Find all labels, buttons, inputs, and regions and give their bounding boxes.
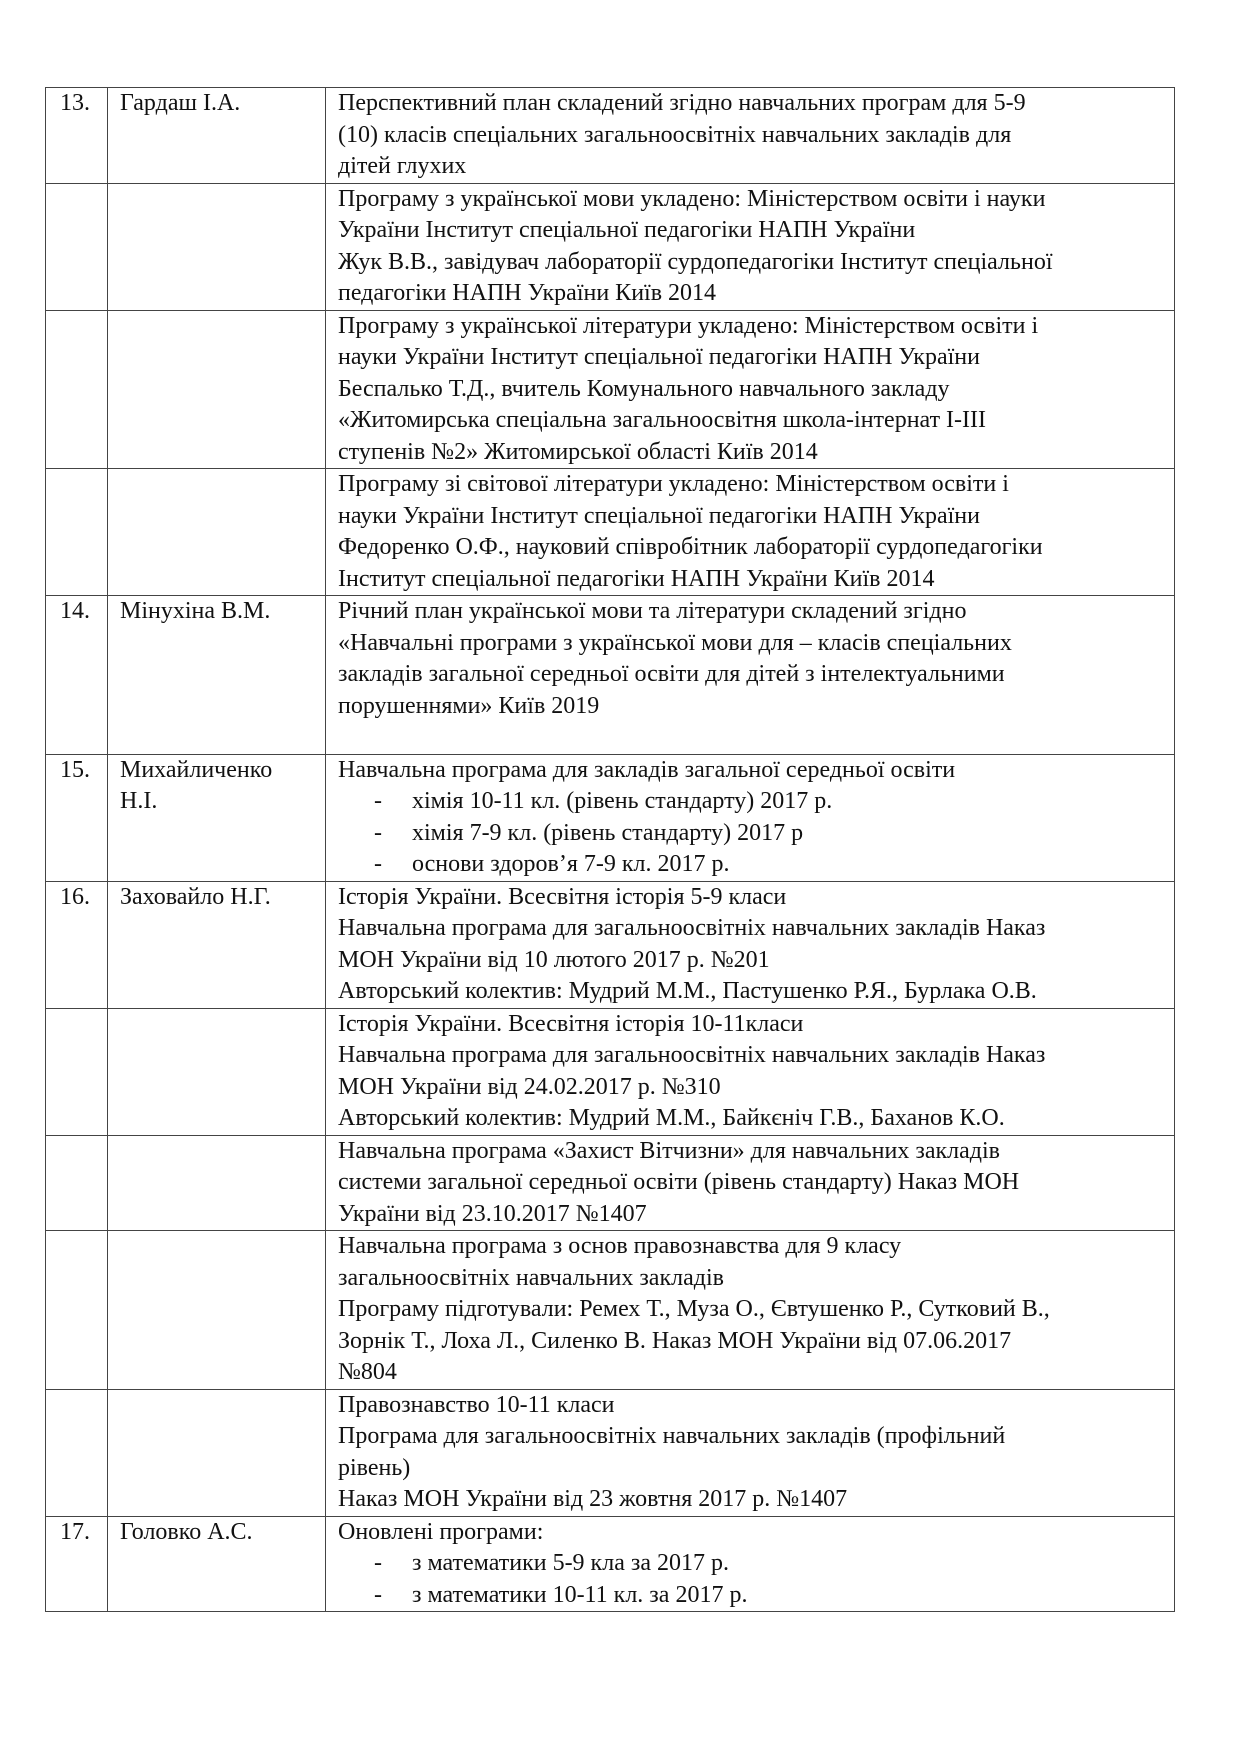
program-cell [326,469,1175,596]
program-list-item-text: основи здоров’я 7-9 кл. 2017 р. [412,851,730,877]
teacher-name-cell [108,1135,326,1231]
teacher-name-cell [108,754,326,881]
program-text-line: Навчальна програма для загальноосвітніх навчальних закладів Наказ [338,1042,1046,1068]
program-text-line: Навчальна програма для загальноосвітніх навчальних закладів Наказ [338,915,1046,941]
program-text-line: (10) класів спеціальних загальноосвітніх навчальних закладів для [338,121,1012,148]
row-number-cell [46,1008,108,1135]
teacher-name-cell [108,88,326,184]
program-text-line: «Житомирська спеціальна загальноосвітня школа-інтернат І-ІІІ [338,407,987,433]
program-cell [326,88,1175,184]
table-row [46,310,1175,469]
program-list-item [338,849,1164,881]
programs-table [45,87,1175,1612]
program-text-line: Перспективний план складений згідно навчальних програм для 5-9 [338,90,1026,116]
program-text-line: порушеннями» Київ 2019 [338,692,600,719]
program-cell [326,1389,1175,1516]
dash-bullet-icon: - [374,819,382,846]
table-row [46,1135,1175,1231]
program-list-item [338,818,1164,850]
row-number: 14. [60,598,90,624]
program-text-line: Річний план української мови та літератури складений згідно [338,598,967,624]
row-number: 13. [60,90,90,116]
program-text-line: «Навчальні програми з української мови для – класів спеціальних [338,629,1012,656]
program-text-line: України від 23.10.2017 №1407 [338,1200,647,1227]
program-text-line: Беспалько Т.Д., вчитель Комунального навчального закладу [338,375,950,402]
program-text-line: Програма для загальноосвітніх навчальних закладів (профільний [338,1423,1006,1449]
program-text-line: МОН України від 10 лютого 2017 р. №201 [338,946,770,973]
table-row [46,1516,1175,1612]
program-text-line: закладів загальної середньої освіти для дітей з інтелектуальними [338,661,1005,687]
program-text-line: дітей глухих [338,153,467,179]
table-row [46,1008,1175,1135]
teacher-name-line: Гардаш І.А. [120,90,241,116]
teacher-name-cell [108,1389,326,1516]
program-text-line: системи загальної середньої освіти (рівень стандарту) Наказ МОН [338,1169,1020,1195]
teacher-name-cell [108,183,326,310]
table-row [46,754,1175,881]
row-number-cell [46,310,108,469]
program-cell [326,1231,1175,1390]
row-number-cell [46,881,108,1008]
teacher-name-cell [108,881,326,1008]
table-row [46,881,1175,1008]
row-number: 16. [60,883,90,910]
program-text-line: Навчальна програма з основ правознавства для 9 класу [338,1233,902,1259]
dash-bullet-icon: - [374,788,382,814]
table-row [46,88,1175,184]
program-list-item-text: хімія 7-9 кл. (рівень стандарту) 2017 р [412,819,804,846]
program-text-line: Інститут спеціальної педагогіки НАПН України Київ 2014 [338,565,935,592]
table-row [46,1389,1175,1516]
program-text-line: МОН України від 24.02.2017 р. №310 [338,1073,721,1100]
row-number: 15. [60,756,90,783]
program-text-line: науки України Інститут спеціальної педагогіки НАПН України [338,344,980,370]
program-text-line: загальноосвітніх навчальних закладів [338,1264,724,1291]
row-number-cell [46,1516,108,1612]
row-number-cell [46,596,108,755]
program-text-line: України Інститут спеціальної педагогіки НАПН України [338,217,916,243]
program-text-line: Авторський колектив: Мудрий М.М., Пастушенко Р.Я., Бурлака О.В. [338,978,1037,1004]
teacher-name-line: Михайличенко [120,756,273,783]
program-text-line: №804 [338,1359,397,1385]
row-number-cell [46,1389,108,1516]
teacher-name-line: Н.І. [120,788,158,814]
dash-bullet-icon: - [374,1550,382,1576]
blank-line [338,722,1164,754]
table-row [46,1231,1175,1390]
teacher-name-cell [108,1008,326,1135]
dash-bullet-icon: - [374,851,382,877]
program-text-line: Програму з української літератури укладено: Міністерством освіти і [338,312,1039,339]
row-number-cell [46,88,108,184]
teacher-name-line: Мінухіна В.М. [120,598,271,624]
program-text-line: Оновлені програми: [338,1518,544,1545]
row-number-cell [46,469,108,596]
program-cell [326,596,1175,755]
teacher-name-cell [108,1231,326,1390]
program-list-item [338,1580,1164,1612]
program-cell [326,1516,1175,1612]
program-cell [326,754,1175,881]
program-text-line: Історія України. Всесвітня історія 10-11класи [338,1010,804,1037]
program-list-item-text: з математики 10-11 кл. за 2017 р. [412,1581,748,1608]
program-cell [326,310,1175,469]
program-list-item-text: з математики 5-9 кла за 2017 р. [412,1550,729,1576]
program-text-line: Програму підготували: Ремех Т., Муза О., Євтушенко Р., Сутковий В., [338,1296,1050,1322]
program-text-line: Жук В.В., завідувач лабораторії сурдопедагогіки Інститут спеціальної [338,248,1053,275]
row-number-cell [46,1135,108,1231]
program-cell [326,1135,1175,1231]
teacher-name-line: Заховайло Н.Г. [120,883,271,910]
row-number-cell [46,1231,108,1390]
table-row [46,183,1175,310]
teacher-name-cell [108,469,326,596]
program-list-item [338,1548,1164,1580]
teacher-name-cell [108,1516,326,1612]
teacher-name-cell [108,596,326,755]
program-text-line: ступенів №2» Житомирської області Київ 2014 [338,438,818,465]
program-cell [326,881,1175,1008]
program-text-line: педагогіки НАПН України Київ 2014 [338,280,717,306]
program-text-line: Навчальна програма для закладів загальної середньої освіти [338,756,956,783]
program-text-line: Програму з української мови укладено: Міністерством освіти і науки [338,185,1046,212]
program-list-item [338,786,1164,818]
teacher-name-cell [108,310,326,469]
program-text-line: Історія України. Всесвітня історія 5-9 класи [338,883,787,910]
program-text-line: Правознавство 10-11 класи [338,1391,615,1418]
program-text-line: Авторський колектив: Мудрий М.М., Байкєніч Г.В., Баханов К.О. [338,1105,1005,1131]
table-row [46,596,1175,755]
row-number-cell [46,754,108,881]
program-text-line: Зорнік Т., Лоха Л., Силенко В. Наказ МОН України від 07.06.2017 [338,1327,1012,1354]
table-body [46,88,1175,1612]
program-text-line: науки України Інститут спеціальної педагогіки НАПН України [338,502,980,529]
table-row [46,469,1175,596]
teacher-name-line: Головко А.С. [120,1518,253,1545]
program-list-item-text: хімія 10-11 кл. (рівень стандарту) 2017 р. [412,788,833,814]
program-cell [326,183,1175,310]
program-text-line: Навчальна програма «Захист Вітчизни» для навчальних закладів [338,1137,1000,1164]
row-number: 17. [60,1518,90,1545]
program-cell [326,1008,1175,1135]
program-text-line: рівень) [338,1454,411,1481]
row-number-cell [46,183,108,310]
program-text-line: Наказ МОН України від 23 жовтня 2017 р. №1407 [338,1486,848,1512]
dash-bullet-icon: - [374,1581,382,1608]
program-text-line: Програму зі світової літератури укладено: Міністерством освіти і [338,471,1009,497]
program-text-line: Федоренко О.Ф., науковий співробітник лабораторії сурдопедагогіки [338,534,1043,560]
